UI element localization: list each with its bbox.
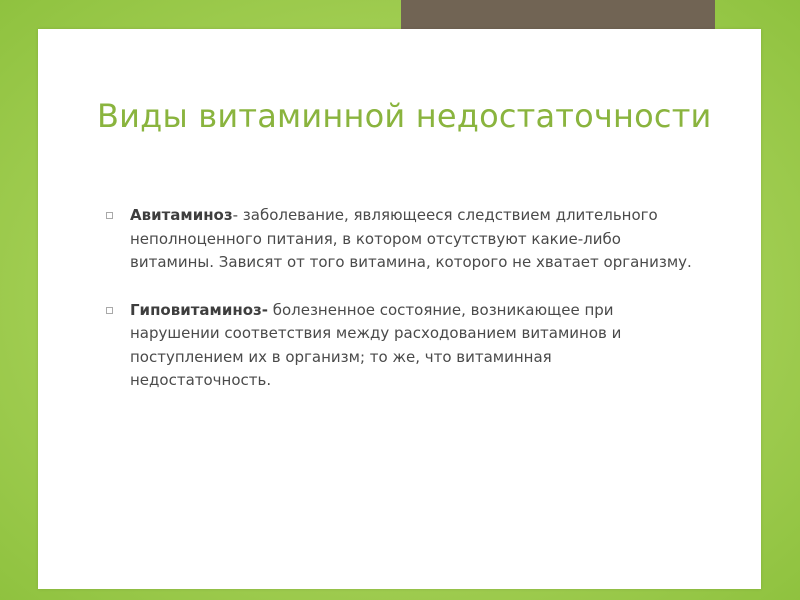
bullet-list — [106, 204, 696, 393]
bullet-term: Авитаминоз — [130, 206, 233, 224]
bullet-square-icon — [106, 307, 113, 314]
bullet-text: - заболевание, являющееся следствием длительного неполноценного питания, в котором отсутствуют какие-либо витамины. Зависят от того витамина, которого не хватает организму. — [130, 206, 692, 271]
bullet-item-hypovitaminosis — [106, 299, 696, 393]
bullet-term: Гиповитаминоз- — [130, 300, 268, 319]
bullet-text: болезненное состояние, возникающее при нарушении соответствия между расходованием витаминов и поступлением их в организм; то же, что витаминная недостаточность. — [130, 300, 622, 389]
bullet-square-icon — [106, 212, 113, 219]
bullet-item-avitaminosis — [106, 204, 696, 275]
slide-title: Виды витаминной недостаточности — [97, 97, 712, 135]
